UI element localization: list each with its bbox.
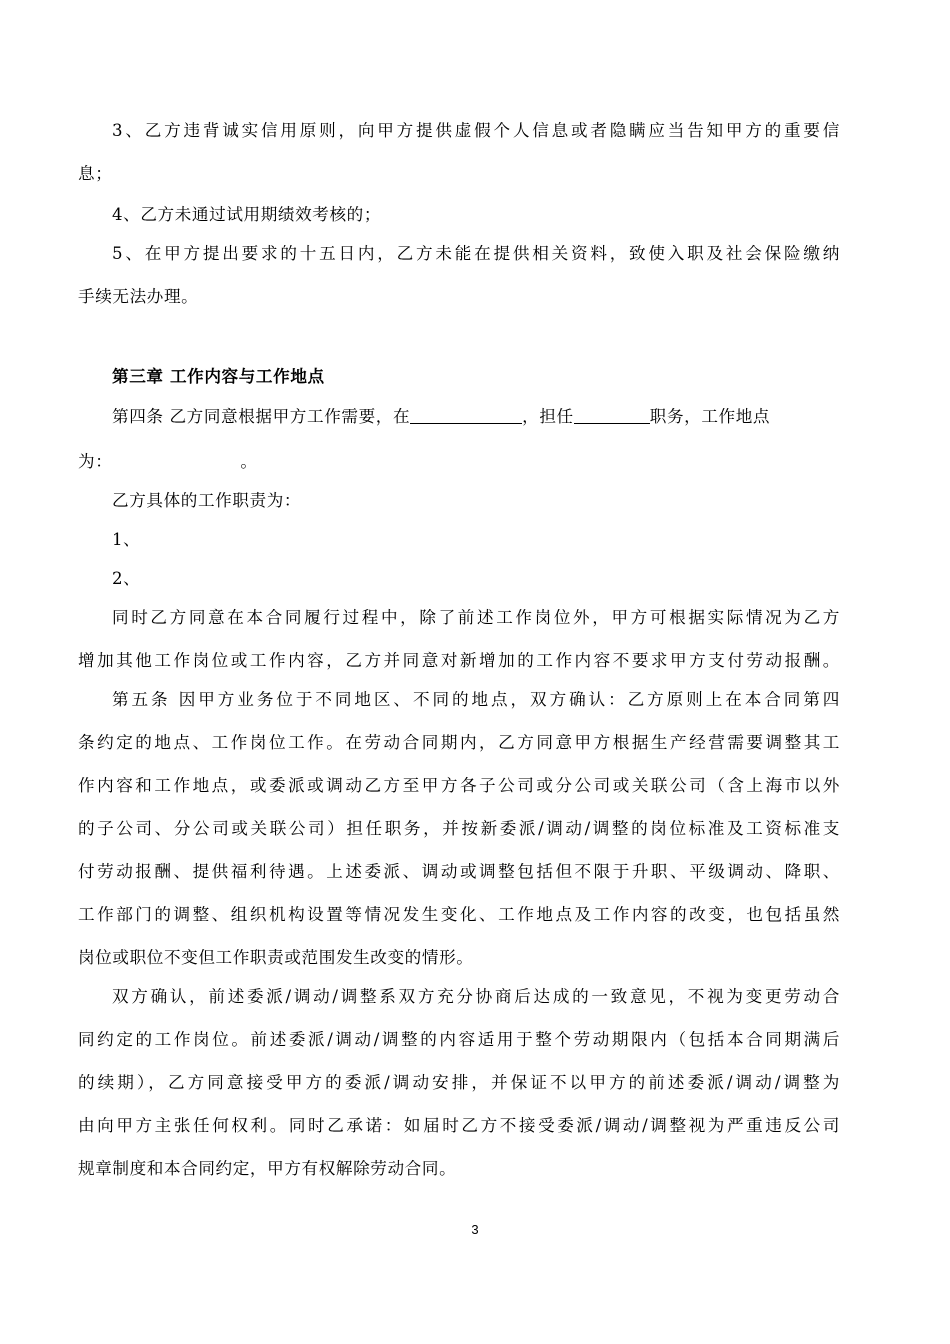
- article5-line2: 条约定的地点、工作岗位工作。在劳动合同期内，乙方同意甲方根据生产经营需要调整其工: [78, 733, 840, 752]
- confirm-line5: 规章制度和本合同约定，甲方有权解除劳动合同。: [78, 1159, 457, 1178]
- article5-line5: 付劳动报酬、提供福利待遇。上述委派、调动或调整包括但不限于升职、平级调动、降职、: [78, 862, 840, 881]
- item3-line1: 3、乙方违背诚实信用原则，向甲方提供虚假个人信息或者隐瞒应当告知甲方的重要信: [112, 121, 840, 140]
- simul-line1: 同时乙方同意在本合同履行过程中，除了前述工作岗位外，甲方可根据实际情况为乙方: [112, 608, 840, 627]
- department-blank: [410, 407, 522, 424]
- article4-part2: ，担任: [522, 407, 574, 426]
- item3-line2: 息；: [78, 164, 113, 183]
- item5-line2: 手续无法办理。: [78, 287, 199, 306]
- item5-line1: 5、在甲方提出要求的十五日内，乙方未能在提供相关资料，致使入职及社会保险缴纳: [112, 244, 840, 263]
- article5-line6: 工作部门的调整、组织机构设置等情况发生变化、工作地点及工作内容的改变，也包括虽然: [78, 905, 840, 924]
- article5-line1: 第五条 因甲方业务位于不同地区、不同的地点，双方确认：乙方原则上在本合同第四: [112, 690, 840, 709]
- article5-line4: 的子公司、分公司或关联公司）担任职务，并按新委派/调动/调整的岗位标准及工资标准支: [78, 819, 840, 838]
- workplace-end: 。: [240, 452, 258, 471]
- confirm-line2: 同约定的工作岗位。前述委派/调动/调整的内容适用于整个劳动期限内（包括本合同期满后: [78, 1030, 840, 1049]
- position-blank: [574, 407, 650, 424]
- article4-part3: 职务，工作地点: [649, 407, 771, 426]
- duty-item-2: 2、: [112, 569, 141, 588]
- article5-line3: 作内容和工作地点，或委派或调动乙方至甲方各子公司或分公司或关联公司（含上海市以外: [78, 776, 840, 795]
- article4-line2: [78, 452, 258, 472]
- item4: 4、乙方未通过试用期绩效考核的；: [112, 205, 382, 224]
- confirm-line1: 双方确认，前述委派/调动/调整系双方充分协商后达成的一致意见，不视为变更劳动合: [112, 987, 840, 1006]
- duties-intro: 乙方具体的工作职责为：: [112, 491, 302, 510]
- workplace-label: 为：: [78, 452, 113, 471]
- article4-part1: 第四条 乙方同意根据甲方工作需要，在: [112, 407, 411, 426]
- duty-item-1: 1、: [112, 530, 141, 549]
- confirm-line4: 由向甲方主张任何权利。同时乙承诺：如届时乙方不接受委派/调动/调整视为严重违反公司: [78, 1116, 840, 1135]
- article5-line7: 岗位或职位不变但工作职责或范围发生改变的情形。: [78, 948, 474, 967]
- confirm-line3: 的续期），乙方同意接受甲方的委派/调动安排，并保证不以甲方的前述委派/调动/调整为: [78, 1073, 840, 1092]
- page-number: 3: [471, 1222, 479, 1237]
- chapter-heading: 第三章 工作内容与工作地点: [112, 366, 325, 386]
- simul-line2: 增加其他工作岗位或工作内容，乙方并同意对新增加的工作内容不要求甲方支付劳动报酬。: [78, 651, 840, 670]
- article4-line1: [112, 407, 770, 427]
